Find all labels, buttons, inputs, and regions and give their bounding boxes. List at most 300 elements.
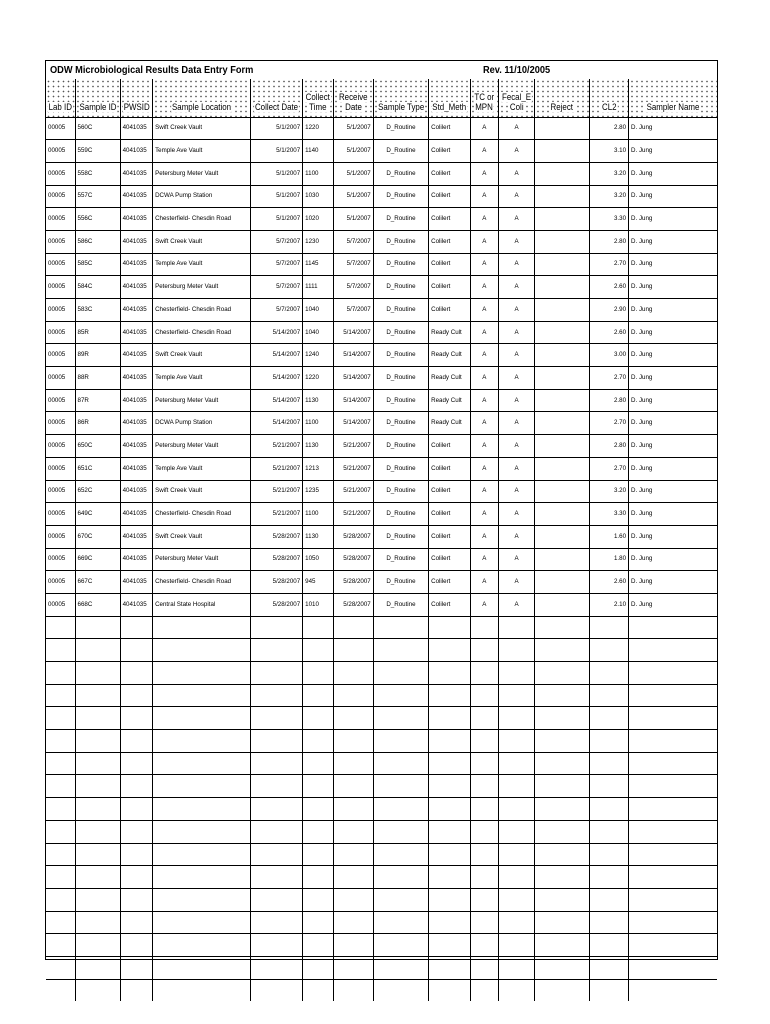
cell-collect-time[interactable]: 1220	[303, 117, 334, 140]
cell-collect-date[interactable]: 5/1/2007	[251, 185, 303, 208]
empty-cell[interactable]	[153, 979, 251, 1001]
empty-cell[interactable]	[120, 888, 153, 911]
cell-tc-or-mpn[interactable]: A	[470, 457, 498, 480]
empty-cell[interactable]	[470, 752, 498, 775]
cell-lab-id[interactable]: 00005	[46, 503, 75, 526]
empty-cell[interactable]	[303, 798, 334, 821]
cell-sample-id[interactable]: 668C	[75, 593, 120, 616]
empty-cell[interactable]	[46, 866, 75, 889]
empty-cell[interactable]	[535, 616, 590, 639]
cell-receive-date[interactable]: 5/28/2007	[333, 525, 373, 548]
cell-receive-date[interactable]: 5/14/2007	[333, 389, 373, 412]
empty-cell[interactable]	[590, 639, 629, 662]
empty-cell[interactable]	[535, 707, 590, 730]
cell-sample-location[interactable]: Temple Ave Vault	[153, 253, 251, 276]
empty-cell[interactable]	[120, 866, 153, 889]
cell-std-meth[interactable]: Colilert	[429, 480, 471, 503]
cell-fecal-e-coli[interactable]: A	[499, 117, 535, 140]
cell-lab-id[interactable]: 00005	[46, 548, 75, 571]
cell-pwsid[interactable]: 4041035	[120, 230, 153, 253]
empty-cell[interactable]	[429, 730, 471, 753]
empty-cell[interactable]	[303, 866, 334, 889]
empty-cell[interactable]	[120, 798, 153, 821]
empty-cell[interactable]	[333, 662, 373, 685]
cell-sampler-name[interactable]: D. Jung	[629, 367, 717, 390]
cell-tc-or-mpn[interactable]: A	[470, 162, 498, 185]
empty-cell[interactable]	[629, 866, 717, 889]
empty-cell[interactable]	[629, 730, 717, 753]
empty-cell[interactable]	[333, 752, 373, 775]
empty-cell[interactable]	[75, 684, 120, 707]
cell-sample-id[interactable]: 583C	[75, 299, 120, 322]
cell-lab-id[interactable]: 00005	[46, 367, 75, 390]
cell-lab-id[interactable]: 00005	[46, 253, 75, 276]
empty-cell[interactable]	[470, 775, 498, 798]
cell-std-meth[interactable]: Colilert	[429, 208, 471, 231]
empty-cell[interactable]	[303, 639, 334, 662]
cell-sample-location[interactable]: Swift Creek Vault	[153, 480, 251, 503]
empty-cell[interactable]	[120, 639, 153, 662]
cell-fecal-e-coli[interactable]: A	[499, 321, 535, 344]
empty-cell[interactable]	[429, 662, 471, 685]
empty-cell[interactable]	[590, 911, 629, 934]
empty-cell[interactable]	[46, 843, 75, 866]
empty-cell[interactable]	[251, 730, 303, 753]
empty-cell[interactable]	[590, 707, 629, 730]
cell-collect-time[interactable]: 1230	[303, 230, 334, 253]
cell-sample-id[interactable]: 650C	[75, 435, 120, 458]
cell-receive-date[interactable]: 5/28/2007	[333, 571, 373, 594]
cell-collect-time[interactable]: 1140	[303, 140, 334, 163]
cell-std-meth[interactable]: Colilert	[429, 525, 471, 548]
empty-cell[interactable]	[629, 956, 717, 979]
cell-std-meth[interactable]: Colilert	[429, 548, 471, 571]
cell-sample-id[interactable]: 88R	[75, 367, 120, 390]
cell-collect-date[interactable]: 5/1/2007	[251, 140, 303, 163]
empty-cell[interactable]	[251, 707, 303, 730]
empty-cell[interactable]	[373, 798, 428, 821]
cell-collect-time[interactable]: 1240	[303, 344, 334, 367]
cell-pwsid[interactable]: 4041035	[120, 389, 153, 412]
cell-sample-type[interactable]: D_Routine	[373, 117, 428, 140]
cell-cl2[interactable]: 2.80	[590, 117, 629, 140]
cell-collect-time[interactable]: 1130	[303, 389, 334, 412]
empty-cell[interactable]	[46, 798, 75, 821]
cell-pwsid[interactable]: 4041035	[120, 140, 153, 163]
cell-reject[interactable]	[535, 276, 590, 299]
empty-cell[interactable]	[429, 752, 471, 775]
cell-collect-date[interactable]: 5/28/2007	[251, 571, 303, 594]
cell-pwsid[interactable]: 4041035	[120, 117, 153, 140]
cell-collect-date[interactable]: 5/14/2007	[251, 321, 303, 344]
cell-tc-or-mpn[interactable]: A	[470, 480, 498, 503]
cell-collect-date[interactable]: 5/7/2007	[251, 276, 303, 299]
empty-cell[interactable]	[470, 616, 498, 639]
empty-cell[interactable]	[120, 979, 153, 1001]
cell-receive-date[interactable]: 5/21/2007	[333, 503, 373, 526]
empty-cell[interactable]	[629, 820, 717, 843]
cell-reject[interactable]	[535, 344, 590, 367]
empty-cell[interactable]	[75, 752, 120, 775]
cell-sample-location[interactable]: Petersburg Meter Vault	[153, 435, 251, 458]
cell-sampler-name[interactable]: D. Jung	[629, 321, 717, 344]
empty-cell[interactable]	[590, 730, 629, 753]
cell-sample-type[interactable]: D_Routine	[373, 162, 428, 185]
empty-cell[interactable]	[535, 684, 590, 707]
cell-pwsid[interactable]: 4041035	[120, 162, 153, 185]
empty-cell[interactable]	[535, 798, 590, 821]
cell-collect-date[interactable]: 5/7/2007	[251, 299, 303, 322]
cell-receive-date[interactable]: 5/7/2007	[333, 276, 373, 299]
cell-reject[interactable]	[535, 230, 590, 253]
empty-cell[interactable]	[153, 866, 251, 889]
empty-cell[interactable]	[153, 888, 251, 911]
cell-sample-type[interactable]: D_Routine	[373, 503, 428, 526]
cell-std-meth[interactable]: Colilert	[429, 276, 471, 299]
empty-cell[interactable]	[470, 684, 498, 707]
cell-lab-id[interactable]: 00005	[46, 162, 75, 185]
empty-cell[interactable]	[46, 616, 75, 639]
cell-tc-or-mpn[interactable]: A	[470, 185, 498, 208]
cell-lab-id[interactable]: 00005	[46, 389, 75, 412]
empty-cell[interactable]	[46, 911, 75, 934]
cell-lab-id[interactable]: 00005	[46, 321, 75, 344]
cell-cl2[interactable]: 3.10	[590, 140, 629, 163]
empty-cell[interactable]	[153, 662, 251, 685]
empty-cell[interactable]	[251, 684, 303, 707]
empty-cell[interactable]	[535, 934, 590, 957]
empty-cell[interactable]	[429, 820, 471, 843]
empty-cell[interactable]	[120, 684, 153, 707]
cell-sample-location[interactable]: Temple Ave Vault	[153, 367, 251, 390]
empty-cell[interactable]	[470, 639, 498, 662]
cell-sampler-name[interactable]: D. Jung	[629, 162, 717, 185]
empty-cell[interactable]	[373, 662, 428, 685]
empty-cell[interactable]	[120, 911, 153, 934]
cell-lab-id[interactable]: 00005	[46, 140, 75, 163]
empty-cell[interactable]	[153, 707, 251, 730]
empty-cell[interactable]	[303, 730, 334, 753]
empty-cell[interactable]	[590, 775, 629, 798]
empty-cell[interactable]	[429, 684, 471, 707]
cell-lab-id[interactable]: 00005	[46, 593, 75, 616]
cell-reject[interactable]	[535, 253, 590, 276]
empty-cell[interactable]	[46, 888, 75, 911]
cell-fecal-e-coli[interactable]: A	[499, 593, 535, 616]
cell-sampler-name[interactable]: D. Jung	[629, 230, 717, 253]
cell-cl2[interactable]: 1.80	[590, 548, 629, 571]
empty-cell[interactable]	[46, 639, 75, 662]
cell-lab-id[interactable]: 00005	[46, 435, 75, 458]
cell-sample-id[interactable]: 651C	[75, 457, 120, 480]
empty-cell[interactable]	[470, 820, 498, 843]
cell-fecal-e-coli[interactable]: A	[499, 230, 535, 253]
empty-cell[interactable]	[251, 866, 303, 889]
empty-cell[interactable]	[590, 843, 629, 866]
empty-cell[interactable]	[153, 911, 251, 934]
cell-sample-id[interactable]: 556C	[75, 208, 120, 231]
empty-cell[interactable]	[120, 616, 153, 639]
empty-cell[interactable]	[333, 730, 373, 753]
cell-receive-date[interactable]: 5/21/2007	[333, 457, 373, 480]
empty-cell[interactable]	[470, 798, 498, 821]
cell-std-meth[interactable]: Colilert	[429, 185, 471, 208]
empty-cell[interactable]	[75, 798, 120, 821]
empty-cell[interactable]	[75, 616, 120, 639]
empty-cell[interactable]	[333, 707, 373, 730]
empty-cell[interactable]	[120, 707, 153, 730]
cell-reject[interactable]	[535, 162, 590, 185]
cell-sample-id[interactable]: 87R	[75, 389, 120, 412]
cell-sample-type[interactable]: D_Routine	[373, 457, 428, 480]
cell-tc-or-mpn[interactable]: A	[470, 412, 498, 435]
cell-sampler-name[interactable]: D. Jung	[629, 185, 717, 208]
cell-cl2[interactable]: 2.80	[590, 230, 629, 253]
cell-collect-time[interactable]: 1235	[303, 480, 334, 503]
cell-lab-id[interactable]: 00005	[46, 525, 75, 548]
empty-cell[interactable]	[470, 866, 498, 889]
cell-pwsid[interactable]: 4041035	[120, 457, 153, 480]
cell-reject[interactable]	[535, 389, 590, 412]
empty-cell[interactable]	[535, 639, 590, 662]
empty-cell[interactable]	[75, 843, 120, 866]
empty-cell[interactable]	[470, 911, 498, 934]
cell-fecal-e-coli[interactable]: A	[499, 503, 535, 526]
empty-cell[interactable]	[153, 730, 251, 753]
cell-sample-location[interactable]: DCWA Pump Station	[153, 412, 251, 435]
empty-cell[interactable]	[46, 752, 75, 775]
empty-cell[interactable]	[429, 843, 471, 866]
empty-cell[interactable]	[373, 956, 428, 979]
empty-cell[interactable]	[373, 979, 428, 1001]
cell-cl2[interactable]: 3.20	[590, 185, 629, 208]
empty-cell[interactable]	[303, 911, 334, 934]
cell-sample-type[interactable]: D_Routine	[373, 344, 428, 367]
cell-receive-date[interactable]: 5/21/2007	[333, 480, 373, 503]
empty-cell[interactable]	[303, 775, 334, 798]
cell-lab-id[interactable]: 00005	[46, 208, 75, 231]
empty-cell[interactable]	[333, 639, 373, 662]
cell-sample-location[interactable]: Chesterfield- Chesdin Road	[153, 571, 251, 594]
empty-cell[interactable]	[590, 616, 629, 639]
cell-tc-or-mpn[interactable]: A	[470, 525, 498, 548]
empty-cell[interactable]	[629, 639, 717, 662]
cell-sample-id[interactable]: 652C	[75, 480, 120, 503]
cell-sample-type[interactable]: D_Routine	[373, 480, 428, 503]
cell-fecal-e-coli[interactable]: A	[499, 548, 535, 571]
empty-cell[interactable]	[333, 934, 373, 957]
empty-cell[interactable]	[499, 979, 535, 1001]
empty-cell[interactable]	[46, 820, 75, 843]
cell-std-meth[interactable]: Colilert	[429, 299, 471, 322]
empty-cell[interactable]	[499, 684, 535, 707]
cell-collect-time[interactable]: 1050	[303, 548, 334, 571]
empty-cell[interactable]	[499, 798, 535, 821]
empty-cell[interactable]	[120, 775, 153, 798]
empty-cell[interactable]	[153, 684, 251, 707]
empty-cell[interactable]	[535, 752, 590, 775]
cell-reject[interactable]	[535, 503, 590, 526]
cell-pwsid[interactable]: 4041035	[120, 299, 153, 322]
cell-fecal-e-coli[interactable]: A	[499, 480, 535, 503]
empty-cell[interactable]	[470, 843, 498, 866]
cell-sample-location[interactable]: Chesterfield- Chesdin Road	[153, 321, 251, 344]
empty-cell[interactable]	[251, 639, 303, 662]
cell-sample-location[interactable]: Swift Creek Vault	[153, 230, 251, 253]
cell-collect-date[interactable]: 5/1/2007	[251, 117, 303, 140]
cell-cl2[interactable]: 2.10	[590, 593, 629, 616]
empty-cell[interactable]	[75, 730, 120, 753]
cell-sampler-name[interactable]: D. Jung	[629, 593, 717, 616]
cell-std-meth[interactable]: Colilert	[429, 253, 471, 276]
empty-cell[interactable]	[153, 843, 251, 866]
empty-cell[interactable]	[499, 752, 535, 775]
empty-cell[interactable]	[499, 843, 535, 866]
cell-sampler-name[interactable]: D. Jung	[629, 344, 717, 367]
cell-cl2[interactable]: 3.20	[590, 162, 629, 185]
cell-tc-or-mpn[interactable]: A	[470, 230, 498, 253]
empty-cell[interactable]	[153, 775, 251, 798]
empty-cell[interactable]	[333, 888, 373, 911]
empty-cell[interactable]	[153, 616, 251, 639]
cell-sampler-name[interactable]: D. Jung	[629, 276, 717, 299]
cell-sample-id[interactable]: 670C	[75, 525, 120, 548]
cell-cl2[interactable]: 3.30	[590, 208, 629, 231]
cell-std-meth[interactable]: Colilert	[429, 457, 471, 480]
cell-tc-or-mpn[interactable]: A	[470, 344, 498, 367]
empty-cell[interactable]	[499, 888, 535, 911]
cell-lab-id[interactable]: 00005	[46, 185, 75, 208]
cell-sample-type[interactable]: D_Routine	[373, 525, 428, 548]
cell-collect-date[interactable]: 5/21/2007	[251, 480, 303, 503]
cell-receive-date[interactable]: 5/1/2007	[333, 162, 373, 185]
empty-cell[interactable]	[303, 979, 334, 1001]
cell-cl2[interactable]: 2.70	[590, 253, 629, 276]
empty-cell[interactable]	[499, 707, 535, 730]
cell-tc-or-mpn[interactable]: A	[470, 208, 498, 231]
cell-receive-date[interactable]: 5/21/2007	[333, 435, 373, 458]
empty-cell[interactable]	[120, 752, 153, 775]
empty-cell[interactable]	[429, 707, 471, 730]
empty-cell[interactable]	[303, 820, 334, 843]
cell-collect-time[interactable]: 1030	[303, 185, 334, 208]
cell-sample-location[interactable]: Swift Creek Vault	[153, 117, 251, 140]
cell-sample-location[interactable]: Chesterfield- Chesdin Road	[153, 208, 251, 231]
empty-cell[interactable]	[429, 979, 471, 1001]
empty-cell[interactable]	[333, 798, 373, 821]
empty-cell[interactable]	[629, 979, 717, 1001]
cell-pwsid[interactable]: 4041035	[120, 480, 153, 503]
empty-cell[interactable]	[499, 934, 535, 957]
cell-sample-id[interactable]: 560C	[75, 117, 120, 140]
cell-sampler-name[interactable]: D. Jung	[629, 389, 717, 412]
cell-tc-or-mpn[interactable]: A	[470, 299, 498, 322]
cell-sample-type[interactable]: D_Routine	[373, 571, 428, 594]
cell-pwsid[interactable]: 4041035	[120, 435, 153, 458]
cell-pwsid[interactable]: 4041035	[120, 571, 153, 594]
empty-cell[interactable]	[251, 843, 303, 866]
empty-cell[interactable]	[120, 934, 153, 957]
empty-cell[interactable]	[590, 866, 629, 889]
empty-cell[interactable]	[46, 934, 75, 957]
empty-cell[interactable]	[373, 639, 428, 662]
empty-cell[interactable]	[303, 934, 334, 957]
empty-cell[interactable]	[75, 866, 120, 889]
empty-cell[interactable]	[470, 934, 498, 957]
empty-cell[interactable]	[429, 888, 471, 911]
cell-tc-or-mpn[interactable]: A	[470, 571, 498, 594]
empty-cell[interactable]	[629, 888, 717, 911]
cell-pwsid[interactable]: 4041035	[120, 503, 153, 526]
cell-sampler-name[interactable]: D. Jung	[629, 525, 717, 548]
cell-std-meth[interactable]: Colilert	[429, 503, 471, 526]
cell-collect-date[interactable]: 5/7/2007	[251, 230, 303, 253]
empty-cell[interactable]	[373, 752, 428, 775]
cell-sampler-name[interactable]: D. Jung	[629, 435, 717, 458]
empty-cell[interactable]	[499, 730, 535, 753]
cell-sample-id[interactable]: 557C	[75, 185, 120, 208]
cell-fecal-e-coli[interactable]: A	[499, 276, 535, 299]
cell-lab-id[interactable]: 00005	[46, 480, 75, 503]
empty-cell[interactable]	[251, 888, 303, 911]
empty-cell[interactable]	[373, 684, 428, 707]
cell-fecal-e-coli[interactable]: A	[499, 457, 535, 480]
cell-std-meth[interactable]: Colilert	[429, 435, 471, 458]
cell-collect-time[interactable]: 1145	[303, 253, 334, 276]
empty-cell[interactable]	[373, 730, 428, 753]
empty-cell[interactable]	[629, 684, 717, 707]
empty-cell[interactable]	[303, 707, 334, 730]
cell-std-meth[interactable]: Ready Cult	[429, 367, 471, 390]
cell-sample-id[interactable]: 584C	[75, 276, 120, 299]
empty-cell[interactable]	[373, 934, 428, 957]
cell-fecal-e-coli[interactable]: A	[499, 253, 535, 276]
cell-sample-type[interactable]: D_Routine	[373, 321, 428, 344]
empty-cell[interactable]	[535, 888, 590, 911]
cell-sample-location[interactable]: Chesterfield- Chesdin Road	[153, 299, 251, 322]
empty-cell[interactable]	[535, 730, 590, 753]
empty-cell[interactable]	[120, 956, 153, 979]
cell-cl2[interactable]: 3.20	[590, 480, 629, 503]
cell-cl2[interactable]: 2.70	[590, 457, 629, 480]
cell-pwsid[interactable]: 4041035	[120, 276, 153, 299]
cell-tc-or-mpn[interactable]: A	[470, 503, 498, 526]
empty-cell[interactable]	[373, 866, 428, 889]
cell-pwsid[interactable]: 4041035	[120, 548, 153, 571]
cell-collect-date[interactable]: 5/14/2007	[251, 344, 303, 367]
cell-sample-type[interactable]: D_Routine	[373, 253, 428, 276]
cell-collect-time[interactable]: 945	[303, 571, 334, 594]
cell-fecal-e-coli[interactable]: A	[499, 208, 535, 231]
cell-collect-date[interactable]: 5/1/2007	[251, 162, 303, 185]
empty-cell[interactable]	[535, 820, 590, 843]
cell-sampler-name[interactable]: D. Jung	[629, 503, 717, 526]
cell-sample-location[interactable]: Chesterfield- Chesdin Road	[153, 503, 251, 526]
cell-sampler-name[interactable]: D. Jung	[629, 208, 717, 231]
empty-cell[interactable]	[75, 707, 120, 730]
cell-collect-date[interactable]: 5/28/2007	[251, 548, 303, 571]
cell-sample-type[interactable]: D_Routine	[373, 276, 428, 299]
empty-cell[interactable]	[629, 911, 717, 934]
empty-cell[interactable]	[590, 979, 629, 1001]
empty-cell[interactable]	[629, 662, 717, 685]
cell-sample-id[interactable]: 649C	[75, 503, 120, 526]
empty-cell[interactable]	[46, 775, 75, 798]
cell-fecal-e-coli[interactable]: A	[499, 525, 535, 548]
empty-cell[interactable]	[373, 616, 428, 639]
empty-cell[interactable]	[590, 798, 629, 821]
cell-sample-location[interactable]: Petersburg Meter Vault	[153, 162, 251, 185]
